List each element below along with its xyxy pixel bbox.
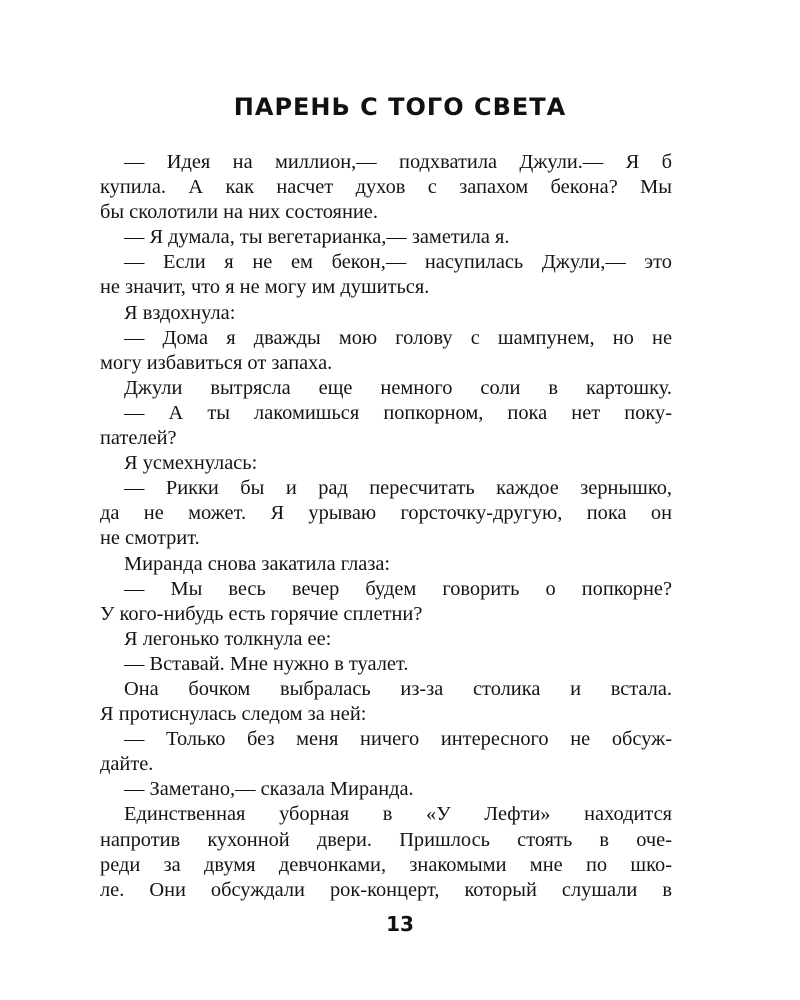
text-line: напротив кухонной двери. Пришлось стоять в оче- <box>100 828 672 851</box>
text-line: У кого-нибудь есть горячие сплетни? <box>100 602 423 625</box>
text-line: купила. А как насчет духов с запахом бекона? Мы <box>100 176 672 199</box>
running-head-title: ПАРЕНЬ С ТОГО СВЕТА <box>233 93 567 121</box>
text-line: реди за двумя девчонками, знакомыми мне по шко- <box>100 853 672 876</box>
text-line: — Если я не ем бекон,— насупилась Джули,— это <box>124 251 672 274</box>
page-number: 13 <box>386 912 414 936</box>
text-line: — Я думала, ты вегетарианка,— заметила я. <box>124 226 510 249</box>
text-line: пателей? <box>100 427 177 450</box>
text-line: — Только без меня ничего интересного не обсуж- <box>124 728 672 751</box>
text-line: Миранда снова закатила глаза: <box>124 552 391 575</box>
text-line: Джули вытрясла еще немного соли в картошку. <box>124 376 672 399</box>
text-line: да не может. Я урываю горсточку-другую, пока он <box>100 502 672 525</box>
text-line: — Вставай. Мне нужно в туалет. <box>124 652 409 675</box>
body-text <box>100 150 672 903</box>
text-line: не значит, что я не могу им душиться. <box>100 276 430 299</box>
text-line: — Заметано,— сказала Миранда. <box>124 778 414 801</box>
text-line: ле. Они обсуждали рок-концерт, который слушали в <box>100 878 672 901</box>
text-line: Она бочком выбралась из-за столика и встала. <box>124 677 672 700</box>
text-line: Единственная уборная в «У Лефти» находится <box>124 803 672 826</box>
text-line: — Дома я дважды мою голову с шампунем, но не <box>124 326 672 349</box>
text-line: дайте. <box>100 753 154 776</box>
text-line: Я легонько толкнула ее: <box>124 627 332 650</box>
text-line: не смотрит. <box>100 527 200 550</box>
text-line: Я протиснулась следом за ней: <box>100 703 367 726</box>
text-line: — А ты лакомишься попкорном, пока нет поку- <box>124 401 672 424</box>
text-line: бы сколотили на них состояние. <box>100 201 378 224</box>
text-line: могу избавиться от запаха. <box>100 351 333 374</box>
text-line: Я вздохнула: <box>124 301 236 324</box>
text-line: — Рикки бы и рад пересчитать каждое зернышко, <box>124 477 672 500</box>
text-line: — Идея на миллион,— подхватила Джули.— Я б <box>124 151 672 173</box>
text-line: Я усмехнулась: <box>124 452 258 475</box>
text-line: — Мы весь вечер будем говорить о попкорне? <box>124 577 672 600</box>
